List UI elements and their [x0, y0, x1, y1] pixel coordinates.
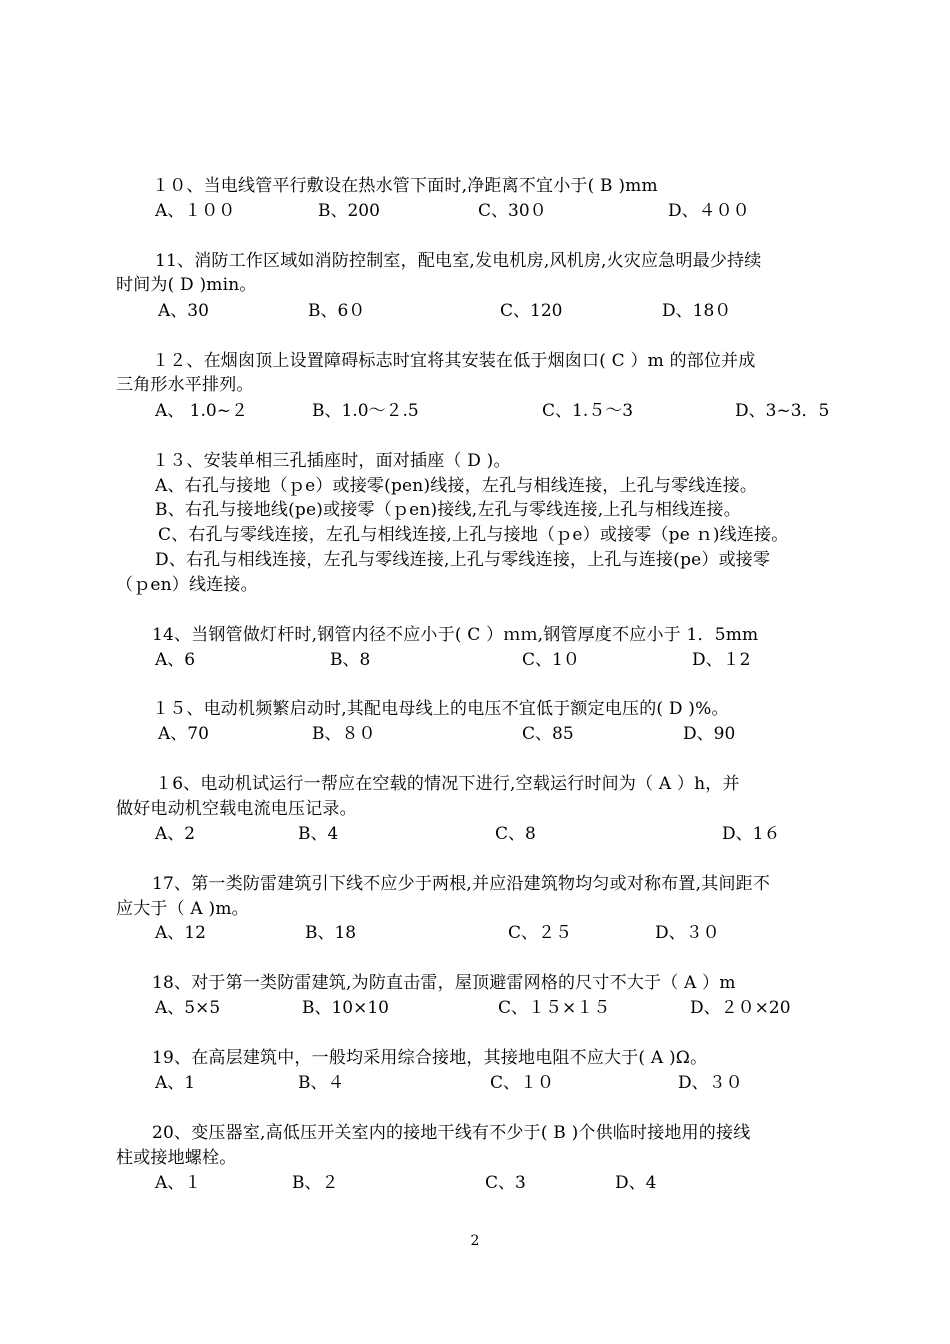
- option-a: A、30: [158, 301, 209, 321]
- question-17-options: [0, 922, 800, 944]
- question-13-option-d-cont: （ｐen）线连接。: [116, 575, 258, 595]
- option-d: D、２０×20: [690, 998, 791, 1018]
- option-a: A、5×5: [155, 998, 221, 1018]
- option-d: D、18０: [662, 301, 732, 321]
- question-19-options: [0, 1072, 800, 1094]
- option-a: A、70: [158, 724, 209, 744]
- option-d: D、1６: [722, 824, 781, 844]
- question-11-options: [0, 300, 800, 322]
- question-18-options: [0, 997, 800, 1019]
- question-12-options: [0, 400, 830, 422]
- option-c: C、30０: [478, 201, 547, 221]
- question-20-stem-cont: 柱或接地螺栓。: [116, 1148, 237, 1168]
- option-d: D、３０: [678, 1073, 743, 1093]
- option-a: A、 1.0~２: [155, 401, 248, 421]
- option-b: B、２: [292, 1173, 339, 1193]
- question-15-options: [0, 723, 800, 745]
- option-a: A、2: [155, 824, 196, 844]
- option-c: C、２５: [508, 923, 573, 943]
- question-11-stem-cont: 时间为( D )min。: [116, 275, 257, 295]
- option-c: C、１５×１５: [498, 998, 611, 1018]
- option-b: B、4: [298, 824, 339, 844]
- option-b: B、10×10: [302, 998, 390, 1018]
- option-b: B、1.0～２.5: [312, 401, 419, 421]
- option-d: D、１2: [692, 650, 751, 670]
- question-13-stem: １３、安装单相三孔插座时，面对插座（ D )。: [152, 451, 511, 471]
- question-14-options: [0, 649, 800, 671]
- option-d: D、４００: [668, 201, 750, 221]
- question-18-stem: 18、对于第一类防雷建筑,为防直击雷，屋顶避雷网格的尺寸不大于（ A ）m: [152, 973, 736, 993]
- option-a: A、１: [155, 1173, 202, 1193]
- question-17-stem-cont: 应大于（ A )m。: [116, 899, 249, 919]
- option-c: C、１０: [490, 1073, 555, 1093]
- option-c: C、3: [485, 1173, 526, 1193]
- question-13-option-b: B、右孔与接地线(pe)或接零（ｐen)接线,左孔与零线连接,上孔与相线连接。: [155, 500, 741, 520]
- question-14-stem: 14、当钢管做灯杆时,钢管内径不应小于( C ）ｍｍ,钢管厚度不应小于 1．5mm: [152, 625, 759, 645]
- question-11-stem: 11、消防工作区域如消防控制室，配电室,发电机房,风机房,火灾应急明最少持续: [155, 251, 762, 271]
- question-16-stem: １6、电动机试运行一帮应在空载的情况下进行,空载运行时间为（ A ）h，并: [155, 774, 740, 794]
- question-13-option-a: A、右孔与接地（ｐe）或接零(pen)线接，左孔与相线连接，上孔与零线连接。: [155, 476, 758, 496]
- question-12-stem-cont: 三角形水平排列。: [116, 375, 254, 395]
- option-b: B、８０: [312, 724, 376, 744]
- question-15-stem: １５、电动机频繁启动时,其配电母线上的电压不宜低于额定电压的( D )%。: [152, 699, 729, 719]
- option-c: C、1０: [522, 650, 580, 670]
- option-d: D、90: [683, 724, 736, 744]
- question-13-option-d: D、右孔与相线连接，左孔与零线连接,上孔与零线连接，上孔与连接(pe）或接零: [155, 550, 771, 570]
- option-d: D、4: [615, 1173, 657, 1193]
- option-a: A、6: [155, 650, 196, 670]
- page-number: 2: [470, 1233, 480, 1249]
- option-b: B、6０: [308, 301, 366, 321]
- option-c: C、120: [500, 301, 563, 321]
- question-19-stem: 19、在高层建筑中，一般均采用综合接地，其接地电阻不应大于( A )Ω。: [152, 1048, 708, 1068]
- option-a: A、１００: [155, 201, 236, 221]
- question-12-stem: １２、在烟囱顶上设置障碍标志时宜将其安装在低于烟囱口( C ）m 的部位并成: [152, 351, 756, 371]
- question-16-options: [0, 823, 800, 845]
- question-17-stem: 17、第一类防雷建筑引下线不应少于两根,并应沿建筑物均匀或对称布置,其间距不: [152, 874, 771, 894]
- question-10-options: [0, 200, 800, 222]
- question-16-stem-cont: 做好电动机空载电流电压记录。: [116, 799, 357, 819]
- question-10-stem: １０、当电线管平行敷设在热水管下面时,净距离不宜小于( B )mm: [152, 176, 658, 196]
- option-c: C、1.５～3: [542, 401, 634, 421]
- option-c: C、8: [495, 824, 536, 844]
- option-d: D、3~3．5: [735, 401, 830, 421]
- option-a: A、12: [155, 923, 206, 943]
- question-13-option-c: C、右孔与零线连接，左孔与相线连接,上孔与接地（ｐe）或接零（pe ｎ)线连接。: [158, 525, 789, 545]
- option-d: D、３０: [655, 923, 720, 943]
- option-c: C、85: [522, 724, 574, 744]
- option-a: A、1: [155, 1073, 196, 1093]
- option-b: B、200: [318, 201, 380, 221]
- option-b: B、18: [305, 923, 357, 943]
- question-20-stem: 20、变压器室,高低压开关室内的接地干线有不少于( B )个供临时接地用的接线: [152, 1123, 751, 1143]
- option-b: B、４: [298, 1073, 345, 1093]
- question-20-options: [0, 1172, 800, 1194]
- option-b: B、8: [330, 650, 371, 670]
